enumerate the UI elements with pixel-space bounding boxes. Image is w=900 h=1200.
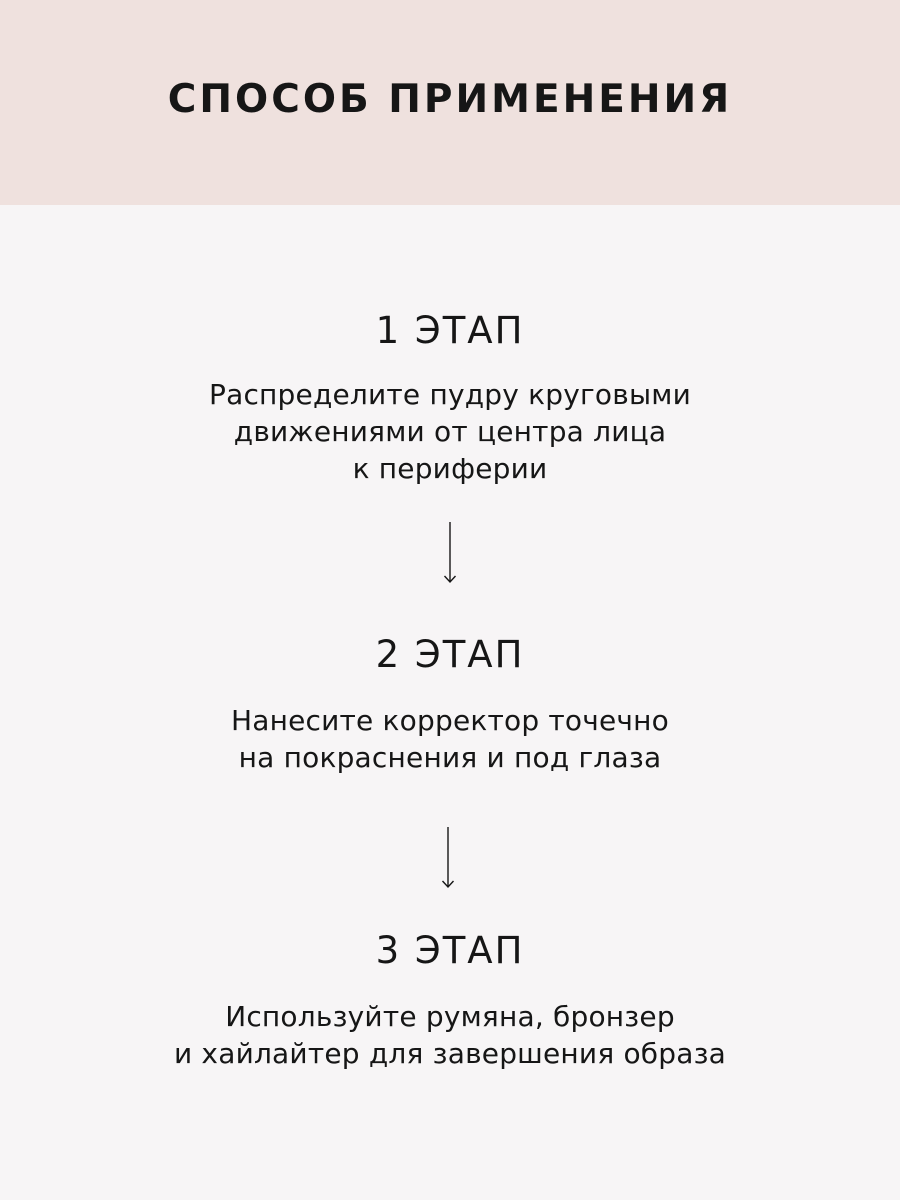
step-1-line-3: к периферии <box>352 452 548 485</box>
step-1-description <box>0 376 900 487</box>
arrow-down-icon <box>440 826 456 890</box>
step-2-title: 2 ЭТАП <box>375 633 525 676</box>
step-1-line-1: Распределите пудру круговыми <box>209 378 691 411</box>
step-2-description <box>0 702 900 776</box>
page-title: СПОСОБ ПРИМЕНЕНИЯ <box>167 77 733 122</box>
step-1-title: 1 ЭТАП <box>375 309 525 352</box>
step-3-line-2: и хайлайтер для завершения образа <box>173 1037 727 1070</box>
step-1-line-2: движениями от центра лица <box>233 415 667 448</box>
header-banner <box>0 0 900 205</box>
step-2-line-1: Нанесите корректор точечно <box>230 704 669 737</box>
step-3-line-1: Используйте румяна, бронзер <box>225 1000 675 1033</box>
step-3-description <box>0 998 900 1072</box>
step-3-title: 3 ЭТАП <box>375 929 525 972</box>
arrow-down-icon <box>442 521 458 585</box>
step-2-line-2: на покраснения и под глаза <box>238 741 662 774</box>
